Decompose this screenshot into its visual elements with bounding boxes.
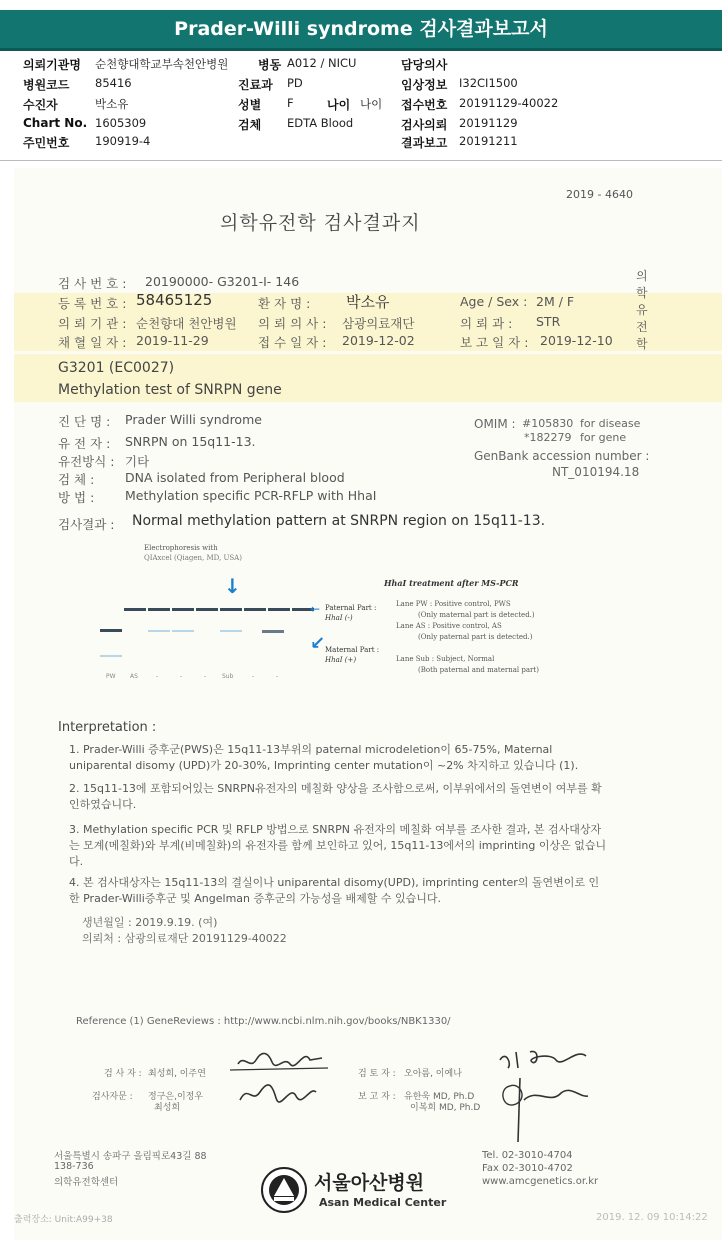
header-value: 85416 <box>95 76 132 90</box>
field-label: 환 자 명 : <box>258 296 311 311</box>
gene: SNRPN on 15q11-13. <box>125 434 256 449</box>
gel-legend-line: Lane Sub : Subject, Normal <box>396 655 495 663</box>
lane-label: PW <box>106 673 116 680</box>
header-label: 병동 <box>258 58 282 72</box>
interpretation-item: 1. Prader-Willi 증후군(PWS)은 15q11-13부위의 paternal microdeletion이 65-75%, Maternal uniparental disomy (UPD)가 20-30%, Imprinting center mutation이 ~2% 차지하고 있습니다 (1). <box>69 743 579 772</box>
field-label: 의 뢰 의 사 : <box>258 316 327 331</box>
hospital-name-en: Asan Medical Center <box>319 1196 447 1209</box>
header-label: 수진자 <box>23 98 58 112</box>
field-label: 접 수 일 자 : <box>258 335 327 350</box>
interpretation-item: 3. Methylation specific PCR 및 RFLP 방법으로 SNRPN 유전자의 메칠화 여부를 조사한 결과, 본 검사대상자는 모계(메칠화)와 부계(비메칠화)의 유전자를 함께 보인하고 있어, 15q11-13에서의 imprinting 이상은 없습니다. <box>69 823 607 868</box>
lane-label: - <box>204 673 207 680</box>
footer-tel: Tel. 02-3010-4704 <box>482 1150 573 1161</box>
field-label: 채 혈 일 자 : <box>58 335 127 350</box>
genbank-label: GenBank accession number : <box>474 449 650 463</box>
hospital-logo <box>260 1166 308 1214</box>
gel-band <box>196 608 218 611</box>
gel-band <box>172 608 194 611</box>
maternal-enzyme: HhaI (+) <box>325 656 357 664</box>
omim-disease: #105830 <box>522 417 574 430</box>
interpretation-item: 4. 본 검사대상자는 15q11-13의 결실이나 uniparental disomy(UPD), imprinting center의 돌연변이로 인한 Prader-Willi증후군 및 Angelman 증후군의 가능성을 배제할 수 있습니다. <box>69 876 600 905</box>
lane-label: - <box>276 673 279 680</box>
report-title: Prader-Willi syndrome 검사결과보고서 <box>174 18 548 40</box>
inheritance: 기타 <box>125 454 150 469</box>
arrow-down-icon: ↓ <box>224 574 241 598</box>
field-label: 검사결과 : <box>58 517 115 532</box>
test-result: Normal methylation pattern at SNRPN region on 15q11-13. <box>132 513 546 529</box>
field-label: 유전방식 : <box>58 454 115 469</box>
header-value: PD <box>287 76 303 90</box>
gel-legend-line: (Both paternal and maternal part) <box>418 666 539 674</box>
method: Methylation specific PCR-RFLP with HhaI <box>125 488 377 503</box>
reviewer: 오아름, 이예나 <box>404 1069 462 1079</box>
footer-address: 138-736 <box>54 1161 94 1172</box>
patient-name: 박소유 <box>346 293 390 311</box>
gel-band <box>172 630 194 632</box>
registration-number: 58465125 <box>136 291 213 309</box>
header-value: EDTA Blood <box>287 116 354 130</box>
header-label: 임상정보 <box>401 78 448 92</box>
reviewer-label: 검 토 자 : <box>358 1069 396 1079</box>
lane-label: AS <box>130 673 138 680</box>
header-label: Chart No. <box>23 116 88 130</box>
header-label: 성별 <box>238 98 262 112</box>
omim-label: OMIM : <box>474 417 516 431</box>
gel-band <box>124 608 146 611</box>
header-value: 순천향대학교부속천안병원 <box>95 57 229 71</box>
gel-legend-title: HhaI treatment after MS-PCR <box>384 578 519 588</box>
header-value: 20191211 <box>459 134 518 148</box>
header-value: F <box>287 96 294 110</box>
field-label: 방 법 : <box>58 490 95 505</box>
header-value: I32CI1500 <box>459 76 518 90</box>
header-label: 진료과 <box>238 78 273 92</box>
genbank-accession: NT_010194.18 <box>552 465 640 479</box>
signature-image <box>480 1038 600 1148</box>
gel-band <box>262 630 284 633</box>
interpretation-item: 2. 15q11-13에 포함되어있는 SNRPN유전자의 메칠화 양상을 조사함으로써, 이부위에서의 돌연변이 여부를 확인하였습니다. <box>69 782 602 811</box>
header-label: 담당의사 <box>401 58 448 72</box>
lane-label: - <box>156 673 159 680</box>
header-label: 검사의뢰 <box>401 118 448 132</box>
arrow-left-icon: ← <box>310 602 321 616</box>
department: STR <box>536 314 561 329</box>
reference: Reference (1) GeneReviews : http://www.ncbi.nlm.nih.gov/books/NBK1330/ <box>76 1016 451 1027</box>
footer-website: www.amcgenetics.or.kr <box>482 1176 599 1187</box>
gel-legend-line: (Only maternal part is detected.) <box>418 611 535 619</box>
gel-band <box>148 630 170 632</box>
omim-gene-note: for gene <box>580 431 627 444</box>
field-label: 보 고 일 자 : <box>460 335 529 350</box>
paternal-label: Paternal Part : <box>325 604 377 612</box>
requester-line: 의뢰처 : 삼광의료재단 20191129-40022 <box>82 932 287 945</box>
gel-legend-line: Lane PW : Positive control, PWS <box>396 600 511 608</box>
gel-band <box>220 630 242 632</box>
omim-gene: *182279 <box>524 431 572 444</box>
gel-caption: QIAxcel (Qiagen, MD, USA) <box>144 554 242 562</box>
field-label: 의 뢰 기 관 : <box>58 316 127 331</box>
signature-image <box>224 1040 334 1116</box>
scanned-report <box>14 168 722 1240</box>
print-location: 출력장소: Unit:A99+38 <box>14 1215 113 1225</box>
header-value: 1605309 <box>95 116 147 130</box>
header-value: 20191129-40022 <box>459 96 559 110</box>
gel-legend-line: (Only paternal part is detected.) <box>418 633 533 641</box>
header-label: 접수번호 <box>401 98 448 112</box>
header-label: 검체 <box>238 118 262 132</box>
receive-date: 2019-12-02 <box>342 333 415 348</box>
test-code: G3201 (EC0027) <box>58 360 175 376</box>
reporter-label: 보 고 자 : <box>358 1092 396 1102</box>
side-label: 의학유전학 <box>636 269 648 351</box>
physician: 삼광의료재단 <box>342 316 415 331</box>
gel-legend-line: Lane AS : Positive control, AS <box>396 622 502 630</box>
field-label: 유 전 자 : <box>58 436 111 451</box>
field-label: 등 록 번 호 : <box>58 296 127 311</box>
field-label: 검 사 번 호 : <box>58 276 127 291</box>
footer-address: 의학유전학센터 <box>54 1177 119 1188</box>
gel-caption: Electrophoresis with <box>144 544 218 552</box>
gel-band <box>148 608 170 611</box>
advisor: 정구은,이정우 <box>148 1092 204 1102</box>
doc-number: 2019 - 4640 <box>566 188 633 201</box>
report-date: 2019-12-10 <box>540 333 613 348</box>
header-divider <box>0 160 722 161</box>
footer-address: 서울특별시 송파구 올림픽로43길 88 <box>54 1151 207 1162</box>
header-label: 나이 <box>327 98 351 112</box>
reporter: 이복희 MD, Ph.D <box>410 1103 481 1113</box>
maternal-label: Maternal Part : <box>325 646 380 654</box>
report-title-bar <box>0 10 722 51</box>
age-sex: 2M / F <box>536 294 575 309</box>
reporter: 유한욱 MD, Ph.D <box>404 1092 475 1102</box>
header-value: 나이 <box>360 97 383 111</box>
header-value: 190919-4 <box>95 134 151 148</box>
birth-date-line: 생년월일 : 2019.9.19. (여) <box>82 916 218 929</box>
exam-number: 20190000- G3201-I- 146 <box>145 274 300 289</box>
header-value: 20191129 <box>459 116 518 130</box>
advisor: 최성희 <box>154 1103 181 1113</box>
header-label: 주민번호 <box>23 136 70 150</box>
header-label: 결과보고 <box>401 136 448 150</box>
report-heading: 의학유전학 검사결과지 <box>220 212 421 234</box>
field-label: Age / Sex : <box>460 294 528 309</box>
paternal-enzyme: HhaI (-) <box>325 614 353 622</box>
footer-fax: Fax 02-3010-4702 <box>482 1163 573 1174</box>
omim-disease-note: for disease <box>580 417 641 430</box>
gel-band <box>100 629 122 632</box>
gel-band <box>100 655 122 657</box>
header-label: 의뢰기관명 <box>23 58 81 72</box>
field-label: 진 단 명 : <box>58 414 111 429</box>
collect-date: 2019-11-29 <box>136 333 209 348</box>
header-value: A012 / NICU <box>287 56 357 70</box>
interpretation-title: Interpretation : <box>58 720 157 735</box>
gel-band <box>244 608 266 611</box>
header-label: 병원코드 <box>23 78 70 92</box>
gel-band <box>268 608 290 611</box>
header-value: 박소유 <box>95 97 129 111</box>
print-timestamp: 2019. 12. 09 10:14:22 <box>596 1212 708 1223</box>
hospital-name-kr: 서울아산병원 <box>314 1172 425 1194</box>
advisor-label: 검사자문 : <box>92 1092 133 1102</box>
field-label: 의 뢰 과 : <box>460 316 513 331</box>
examiner: 최성희, 이주연 <box>148 1069 206 1079</box>
examiner-label: 검 사 자 : <box>104 1069 142 1079</box>
test-name: Methylation test of SNRPN gene <box>58 382 282 398</box>
institution: 순천향대 천안병원 <box>136 316 237 331</box>
field-label: 검 체 : <box>58 472 95 487</box>
lane-label: Sub <box>222 673 234 680</box>
specimen: DNA isolated from Peripheral blood <box>125 470 345 485</box>
arrow-icon: ↙ <box>310 633 326 654</box>
lane-label: - <box>180 673 183 680</box>
gel-band <box>220 608 242 611</box>
diagnosis: Prader Willi syndrome <box>125 412 262 427</box>
lane-label: - <box>252 673 255 680</box>
